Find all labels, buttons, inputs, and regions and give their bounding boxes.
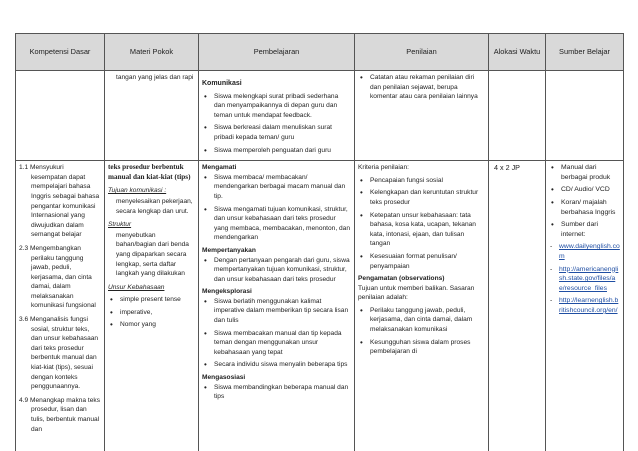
- row2-kd-cell: [16, 161, 105, 451]
- mengeksplorasi-heading: Mengeksplorasi: [202, 288, 252, 296]
- list-item: • Siswa mengamati tujuan komunikasi, struktur, dan unsur kebahasaan dari teks prosedur yang membaca, membacakan, menonton, dan mendengarkan: [202, 205, 351, 243]
- row1-pb-list: [202, 92, 351, 156]
- list-item: • Nomor yang: [108, 320, 195, 330]
- mp-title: teks prosedur berbentuk manual dan kiat-kiat (tips): [108, 163, 191, 181]
- row1-pn-cell: [355, 71, 489, 161]
- header-materi-pokok: Materi Pokok: [105, 34, 199, 71]
- list-item: [549, 242, 620, 261]
- list-item: • Koran/ majalah berbahasa Inggris: [549, 198, 620, 217]
- list-item: • Siswa berkreasi dalam menuliskan surat pribadi kepada teman/ guru: [202, 123, 351, 142]
- list-item: • imperative,: [108, 308, 195, 318]
- list-item: • Kesungguhan siswa dalam proses pembelajaran di: [358, 338, 485, 357]
- americanenglish-link[interactable]: http://americanenglish.state.gov/files/ae/resource_files: [559, 265, 619, 292]
- mengeksplorasi-list: [202, 297, 351, 370]
- row1-aw-cell: [489, 71, 546, 161]
- list-item: • Siswa membaca/ membacakan/ mendengarkan berbagai macam manual dan tip.: [202, 173, 351, 202]
- observations-list: [358, 306, 485, 357]
- observations-text: Tujuan untuk memberi balikan. Sasaran penilaian adalah:: [358, 284, 475, 302]
- header-row: [16, 34, 624, 71]
- list-item: • Secara individu siswa menyalin beberapa tips: [202, 360, 351, 370]
- list-item: • CD/ Audio/ VCD: [549, 185, 620, 195]
- row2-mp-cell: [105, 161, 199, 451]
- list-item: • Dengan pertanyaan pengarah dari guru, siswa mempertanyakan tujuan komunikasi, struktur, dan unsur kebahasaan dari teks prosedur: [202, 256, 351, 285]
- header-alokasi-waktu: Alokasi Waktu: [489, 34, 546, 71]
- list-item: • Catatan atau rekaman penilaian diri dan penilaian sejawat, berupa komentar atau cara penilaian lainnya: [358, 73, 485, 102]
- mengamati-heading: Mengamati: [202, 164, 237, 172]
- header-kompetensi-dasar: Kompetensi Dasar: [16, 34, 105, 71]
- mengamati-list: [202, 173, 351, 243]
- tujuan-label: Tujuan komunikasi :: [108, 187, 167, 195]
- alokasi-waktu-cell: [489, 161, 546, 451]
- list-item: • Kesesuaian format penulisan/ penyampaian: [358, 252, 485, 271]
- row1-pn-list: [358, 73, 485, 102]
- observations-heading: Pengamatan (observations): [358, 275, 445, 283]
- unsur-label: Unsur Kebahasaan: [108, 283, 165, 291]
- kriteria-label: Kriteria penilaian:: [358, 164, 409, 172]
- alokasi-waktu-value: 4 x 2 JP: [494, 163, 520, 173]
- row1-mp-text: tangan yang jelas dan rapi: [116, 74, 194, 81]
- sumber-list: [549, 163, 620, 239]
- dailyenglish-link[interactable]: www.dailyenglish.com: [559, 243, 620, 260]
- table-row: [16, 71, 624, 161]
- mengasosiasi-heading: Mengasosiasi: [202, 374, 246, 382]
- row2-sb-cell: [546, 161, 624, 451]
- list-item: [549, 296, 620, 315]
- row1-sb-cell: [546, 71, 624, 161]
- table-row: [16, 161, 624, 451]
- list-item: • Siswa melengkapi surat pribadi sederhana dan menyampaikannya di depan guru dan teman untuk mendapat feedback.: [202, 92, 351, 121]
- kd-item: 3.6 Menganalisis fungsi sosial, struktur teks, dan unsur kebahasaan dari teks prosedur berbentuk manual dan kiat-kiat (tips), sesuai dengan konteks penggunaannya.: [19, 316, 99, 391]
- list-item: • Ketepatan unsur kebahasaan: tata bahasa, kosa kata, ucapan, tekanan kata, intonasi, ejaan, dan tulisan tangan: [358, 211, 485, 249]
- kd-item: 2.3 Mengembangkan perilaku tanggung jawab, peduli, kerjasama, dan cinta damai, dalam melaksanakan komunikasi fungsional: [19, 244, 96, 310]
- header-penilaian: Penilaian: [355, 34, 489, 71]
- row1-pb-cell: [199, 71, 355, 161]
- mengasosiasi-list: [202, 383, 351, 402]
- list-item: • simple present tense: [108, 295, 195, 305]
- list-item: • Siswa memperoleh penguatan dari guru: [202, 146, 351, 156]
- komunikasi-heading: Komunikasi: [202, 80, 242, 87]
- kriteria-list: [358, 176, 485, 271]
- list-item: • Pencapaian fungsi sosial: [358, 176, 485, 186]
- learnenglish-link[interactable]: http://learnenglish.britishcouncil.org/en/: [559, 297, 619, 314]
- unsur-list: [108, 295, 195, 330]
- list-item: [549, 265, 620, 294]
- mempertanyakan-heading: Mempertanyakan: [202, 246, 256, 254]
- kd-item: 4.9 Menangkap makna teks prosedur, lisan dan tulis, berbentuk manual dan: [19, 396, 101, 433]
- link-list: [549, 242, 620, 315]
- row1-mp-cell: [105, 71, 199, 161]
- list-item: • Kelengkapan dan keruntutan struktur teks prosedur: [358, 188, 485, 207]
- list-item: • Sumber dari internet:: [549, 220, 620, 239]
- row2-pn-cell: [355, 161, 489, 451]
- struktur-text: menyebutkan bahan/bagian dari benda yang dipaparkan secara lengkap, serta daftar langkah yang dilakukan: [116, 231, 189, 278]
- row1-kd-cell: [16, 71, 105, 161]
- tujuan-text: menyelesaikan pekerjaan, secara lengkap dan urut.: [116, 197, 193, 215]
- syllabus-table: [15, 33, 624, 451]
- list-item: • Siswa berlatih menggunakan kalimat imperative dalam memberikan tip secara lisan dan tulis: [202, 297, 351, 326]
- struktur-label: Struktur: [108, 221, 132, 229]
- header-pembelajaran: Pembelajaran: [199, 34, 355, 71]
- list-item: • Perilaku tanggung jawab, peduli, kerjasama, dan cinta damai, dalam melaksanakan komunikasi: [358, 306, 485, 335]
- header-sumber-belajar: Sumber Belajar: [546, 34, 624, 71]
- list-item: • Manual dari berbagai produk: [549, 163, 620, 182]
- mempertanyakan-list: [202, 256, 351, 285]
- list-item: • Siswa membacakan manual dan tip kepada teman dengan menggunakan unsur kebahasaan yang tepat: [202, 329, 351, 358]
- list-item: • Siswa membandingkan beberapa manual dan tips: [202, 383, 351, 402]
- kd-item: 1.1 Mensyukuri kesempatan dapat mempelajari bahasa Inggris sebagai bahasa pengantar komunikasi Internasional yang diwujudkan dalam semangat belajar: [19, 164, 100, 239]
- row2-pb-cell: [199, 161, 355, 451]
